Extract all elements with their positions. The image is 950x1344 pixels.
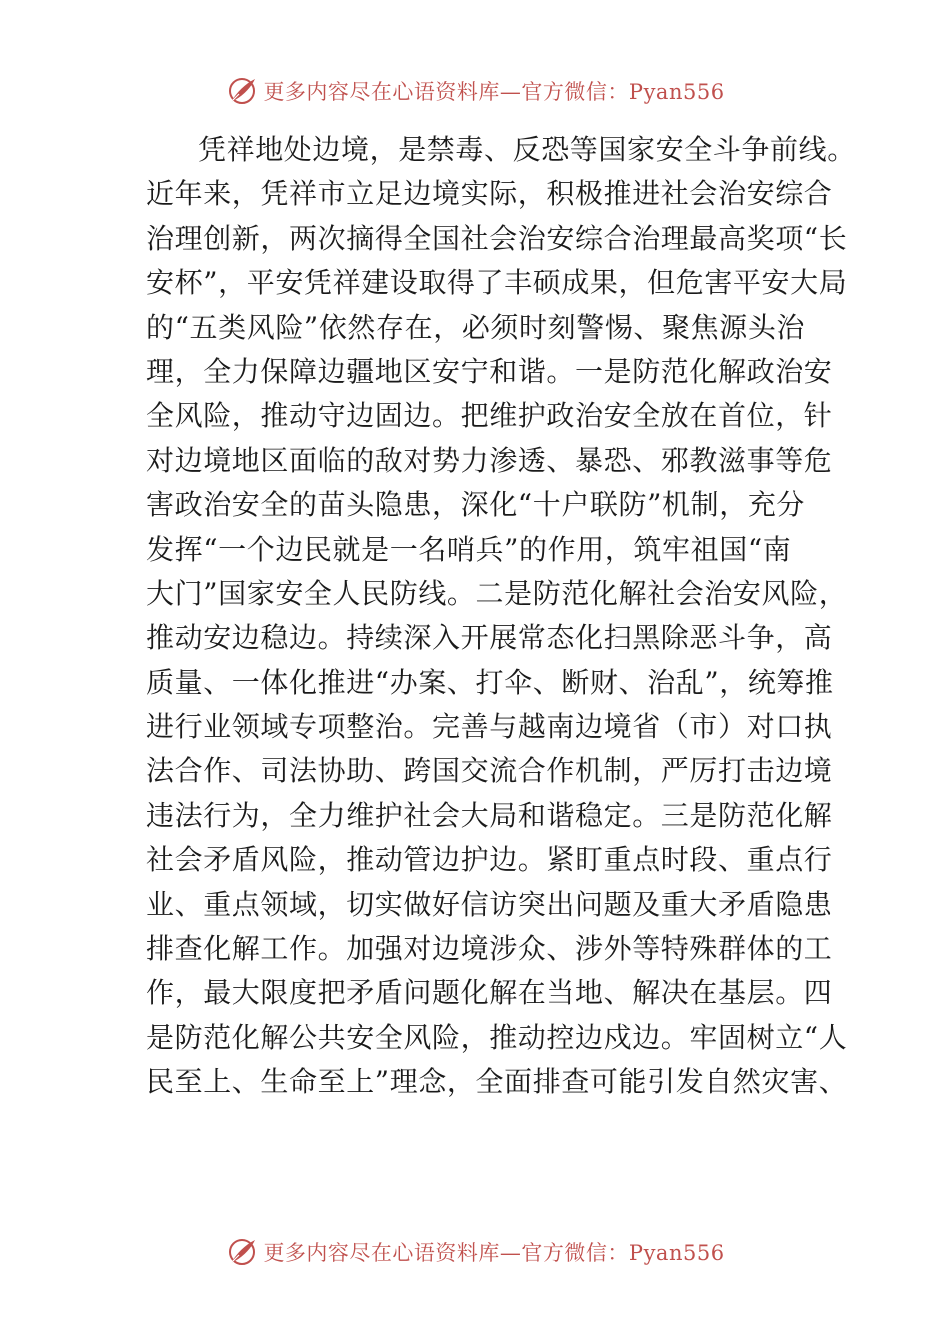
body-line: 推动安边稳边。持续深入开展常态化扫黑除恶斗争，高 bbox=[146, 621, 833, 655]
body-line: 安杯”，平安凭祥建设取得了丰硕成果，但危害平安大局 bbox=[146, 266, 848, 300]
body-line: 是防范化解公共安全风险，推动控边戍边。牢固树立“人 bbox=[146, 1020, 848, 1054]
body-line: 凭祥地处边境，是禁毒、反恐等国家安全斗争前线。 bbox=[198, 133, 856, 166]
feather-quill-logo-icon bbox=[225, 74, 259, 108]
body-line: 业、重点领域，切实做好信访突出问题及重大矛盾隐患 bbox=[146, 887, 833, 921]
body-line: 法合作、司法协助、跨国交流合作机制，严厉打击边境 bbox=[146, 754, 833, 788]
body-line: 近年来，凭祥市立足边境实际，积极推进社会治安综合 bbox=[146, 177, 833, 211]
header-banner-text: 更多内容尽在心语资料库—官方微信：Pyan556 bbox=[263, 80, 725, 104]
body-line: 理，全力保障边疆地区安宁和谐。一是防范化解政治安 bbox=[146, 354, 833, 388]
body-line: 害政治安全的苗头隐患，深化“十户联防”机制，充分 bbox=[146, 488, 806, 522]
body-line: 对边境地区面临的敌对势力渗透、暴恐、邪教滋事等危 bbox=[146, 443, 833, 477]
body-line: 大门”国家安全人民防线。二是防范化解社会治安风险， bbox=[146, 576, 848, 610]
body-line: 的“五类风险”依然存在，必须时刻警惕、聚焦源头治 bbox=[146, 310, 806, 344]
footer-banner bbox=[0, 1235, 950, 1269]
footer-banner-text: 更多内容尽在心语资料库—官方微信：Pyan556 bbox=[263, 1241, 725, 1265]
body-line: 质量、一体化推进“办案、打伞、断财、治乱”，统筹推 bbox=[146, 665, 834, 699]
feather-quill-logo-icon bbox=[225, 1235, 259, 1269]
body-line: 全风险，推动守边固边。把维护政治安全放在首位，针 bbox=[146, 399, 833, 433]
body-line: 民至上、生命至上”理念，全面排查可能引发自然灾害、 bbox=[146, 1065, 848, 1099]
body-line: 社会矛盾风险，推动管边护边。紧盯重点时段、重点行 bbox=[146, 843, 833, 877]
body-line: 治理创新，两次摘得全国社会治安综合治理最高奖项“长 bbox=[146, 221, 848, 255]
body-line: 排查化解工作。加强对边境涉众、涉外等特殊群体的工 bbox=[146, 932, 833, 966]
document-body bbox=[146, 128, 856, 1105]
body-line: 违法行为，全力维护社会大局和谐稳定。三是防范化解 bbox=[146, 798, 833, 832]
body-line: 作，最大限度把矛盾问题化解在当地、解决在基层。四 bbox=[146, 976, 833, 1010]
body-line: 进行业领域专项整治。完善与越南边境省（市）对口执 bbox=[146, 710, 833, 744]
body-line: 发挥“一个边民就是一名哨兵”的作用，筑牢祖国“南 bbox=[146, 532, 792, 566]
header-banner bbox=[0, 74, 950, 108]
